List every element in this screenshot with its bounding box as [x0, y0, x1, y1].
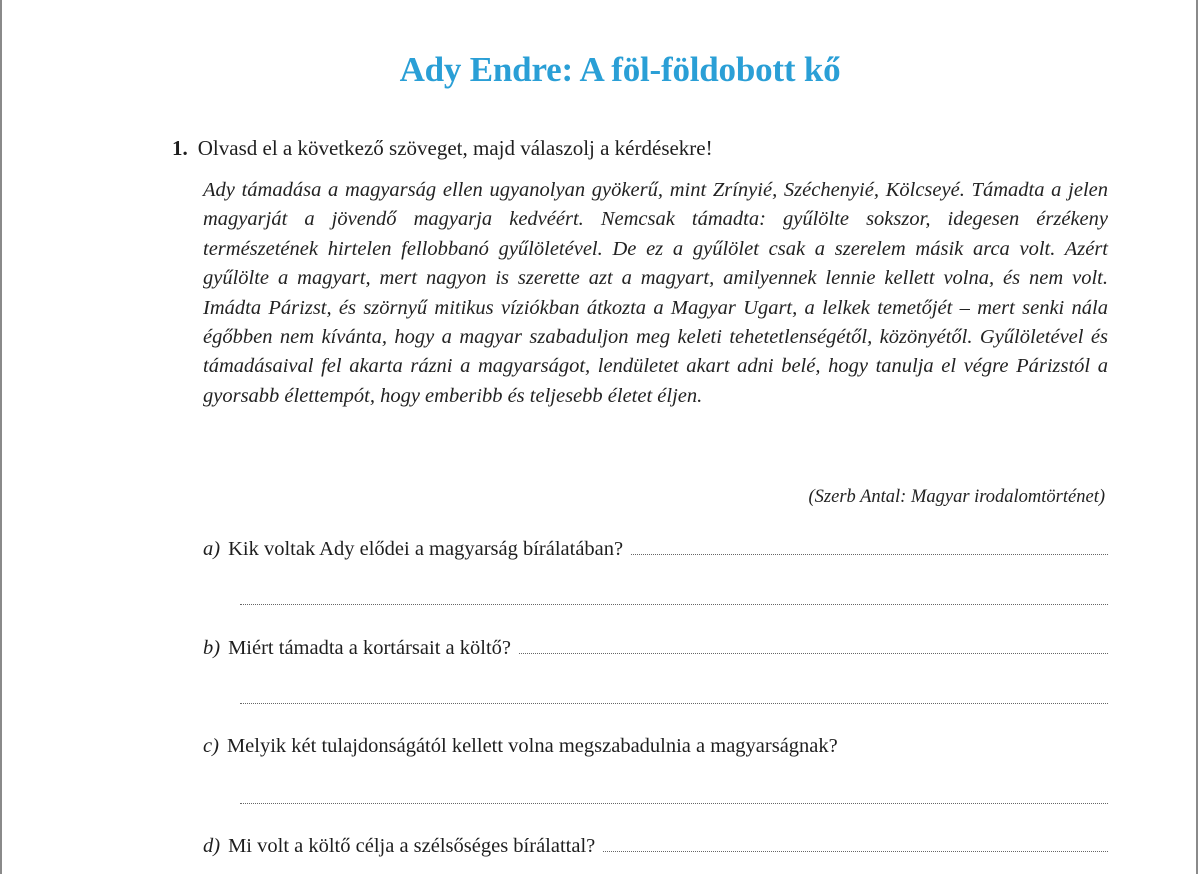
- page-title: Ady Endre: A föl-földobott kő: [399, 50, 841, 89]
- question-c: [203, 735, 1108, 758]
- answer-line-d-1[interactable]: [603, 833, 1108, 852]
- task-heading: [172, 136, 713, 161]
- task-number: 1.: [172, 136, 188, 160]
- question-text: Kik voltak Ady elődei a magyarság bírálatában?: [228, 538, 624, 560]
- question-letter: c): [203, 735, 219, 757]
- question-a: [203, 536, 1108, 561]
- answer-line-b-2[interactable]: [240, 702, 1108, 704]
- question-b: [203, 635, 1108, 660]
- question-d: [203, 833, 1108, 858]
- question-letter: a): [203, 538, 221, 560]
- question-text: Mi volt a költő célja a szélsőséges bírálattal?: [228, 835, 596, 857]
- passage-source: (Szerb Antal: Magyar irodalomtörténet): [808, 487, 1105, 507]
- question-text: Melyik két tulajdonságától kellett volna megszabadulnia a magyarságnak?: [226, 735, 838, 757]
- answer-line-c-1[interactable]: [240, 802, 1108, 804]
- answer-line-a-1[interactable]: [631, 536, 1108, 555]
- question-letter: d): [203, 835, 221, 857]
- answer-line-b-1[interactable]: [519, 635, 1108, 654]
- answer-line-a-2[interactable]: [240, 603, 1108, 605]
- question-text: Miért támadta a kortársait a költő?: [228, 637, 511, 659]
- reading-passage: Ady támadása a magyarság ellen ugyanolyan gyökerű, mint Zrínyié, Széchenyié, Kölcseyé. Támadta a jelen magyarját a jövendő magyarja kedvéért. Nemcsak támadta: gyűlölte sokszor, idegesen érzékeny természetének hirtelen fellobbanó gyűlöletével. De ez a gyűlölet csak a szerelem másik arca volt. Azért gyűlölte a magyart, mert nagyon is szerette azt a magyart, amilyennek lennie kellett volna, és nem volt. Imádta Párizst, és szörnyű mitikus víziókban átkozta a Magyar Ugart, a lelkek temetőjét – mert senki nála égőbben nem kívánta, hogy a magyar szabaduljon meg keleti tehetetlenségétől, közönyétől. Gyűlöletével és támadásaival fel akarta rázni a magyarságot, lendületet akart adni belé, hogy tanulja el végre Párizstól a gyorsabb élettempót, hogy emberibb és teljesebb életet éljen.: [203, 179, 1108, 407]
- task-instruction: Olvasd el a következő szöveget, majd válaszolj a kérdésekre!: [197, 136, 713, 160]
- question-letter: b): [203, 637, 221, 659]
